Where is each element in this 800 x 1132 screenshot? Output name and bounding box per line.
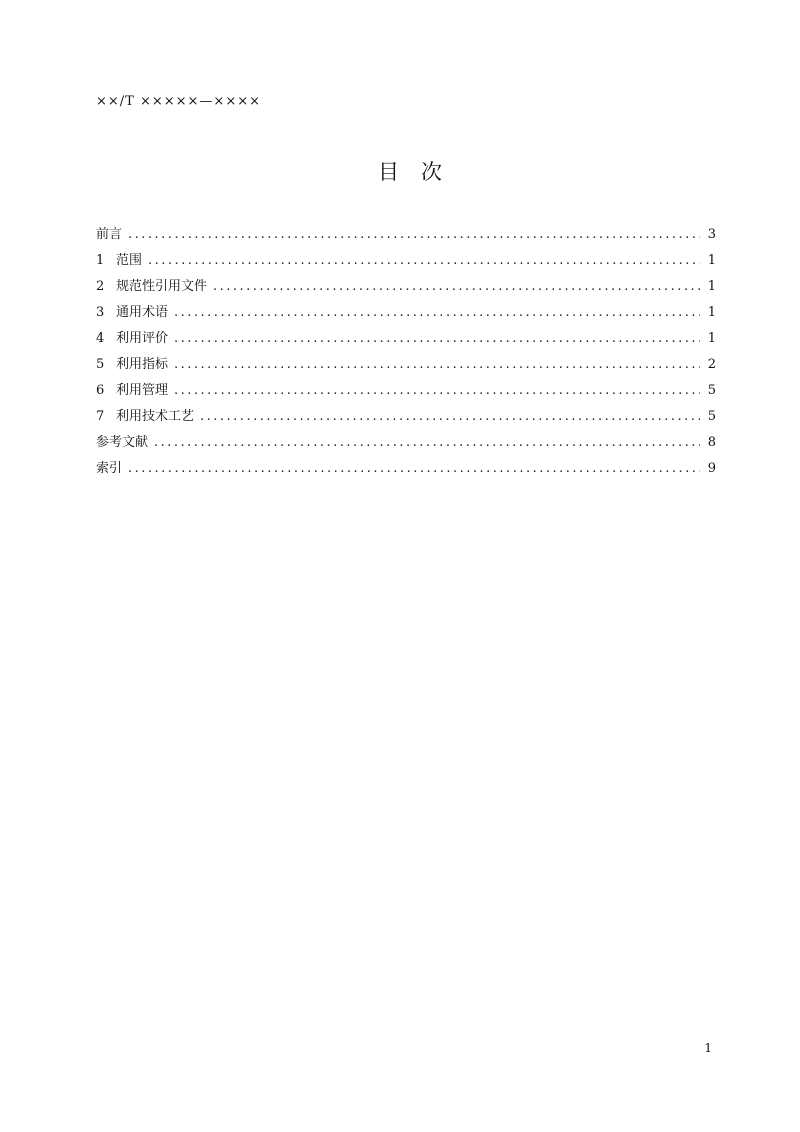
toc-entry-label: 前言 — [96, 227, 123, 242]
toc-entry-page: 5 — [707, 409, 716, 424]
toc-entry-indicators[interactable] — [96, 353, 716, 379]
toc-entry-page: 5 — [707, 383, 716, 398]
toc-leader-dots — [213, 279, 700, 294]
toc-entry-page: 1 — [707, 331, 716, 346]
toc-leader-dots — [128, 227, 700, 242]
toc-entry-management[interactable] — [96, 379, 716, 405]
toc-entry-scope[interactable] — [96, 249, 716, 275]
page-number: 1 — [704, 1041, 712, 1055]
toc-entry-number: 5 — [96, 357, 105, 372]
toc-entry-label: 范围 — [116, 253, 143, 268]
toc-leader-dots — [148, 253, 700, 268]
toc-entry-page: 8 — [707, 435, 716, 450]
toc-entry-number: 4 — [96, 331, 105, 346]
toc-leader-dots — [174, 357, 700, 372]
toc-entry-index[interactable] — [96, 457, 716, 483]
toc-entry-label: 利用指标 — [116, 357, 169, 372]
toc-leader-dots — [200, 409, 700, 424]
toc-entry-normative-references[interactable] — [96, 275, 716, 301]
toc-leader-dots — [174, 383, 700, 398]
toc-entry-number: 7 — [96, 409, 105, 424]
toc-entry-page: 3 — [707, 227, 716, 242]
toc-entry-number: 6 — [96, 383, 105, 398]
toc-entry-label: 规范性引用文件 — [116, 279, 208, 294]
toc-entry-bibliography[interactable] — [96, 431, 716, 457]
page-title — [0, 156, 800, 186]
toc-entry-foreword[interactable] — [96, 223, 716, 249]
toc-entry-page: 1 — [707, 305, 716, 320]
toc-entry-label: 参考文献 — [96, 435, 149, 450]
toc-leader-dots — [174, 305, 700, 320]
toc-entry-page: 2 — [707, 357, 716, 372]
document-code-header: ××/T ×××××—×××× — [96, 94, 262, 109]
toc-entry-number: 2 — [96, 279, 105, 294]
toc-entry-label: 利用技术工艺 — [116, 409, 195, 424]
toc-entry-label: 利用管理 — [116, 383, 169, 398]
toc-entry-label: 通用术语 — [116, 305, 169, 320]
toc-leader-dots — [154, 435, 700, 450]
toc-entry-number: 3 — [96, 305, 105, 320]
toc-entry-label: 利用评价 — [116, 331, 169, 346]
toc-entry-number: 1 — [96, 253, 105, 268]
toc-entry-evaluation[interactable] — [96, 327, 716, 353]
title-char-1: 目 — [378, 160, 399, 184]
toc-entry-label: 索引 — [96, 461, 123, 476]
toc-entry-general-terms[interactable] — [96, 301, 716, 327]
table-of-contents — [96, 223, 716, 483]
toc-leader-dots — [128, 461, 700, 476]
toc-entry-page: 1 — [707, 279, 716, 294]
toc-leader-dots — [174, 331, 700, 346]
title-char-2: 次 — [421, 160, 442, 184]
toc-entry-page: 9 — [707, 461, 716, 476]
toc-entry-page: 1 — [707, 253, 716, 268]
toc-entry-technology[interactable] — [96, 405, 716, 431]
